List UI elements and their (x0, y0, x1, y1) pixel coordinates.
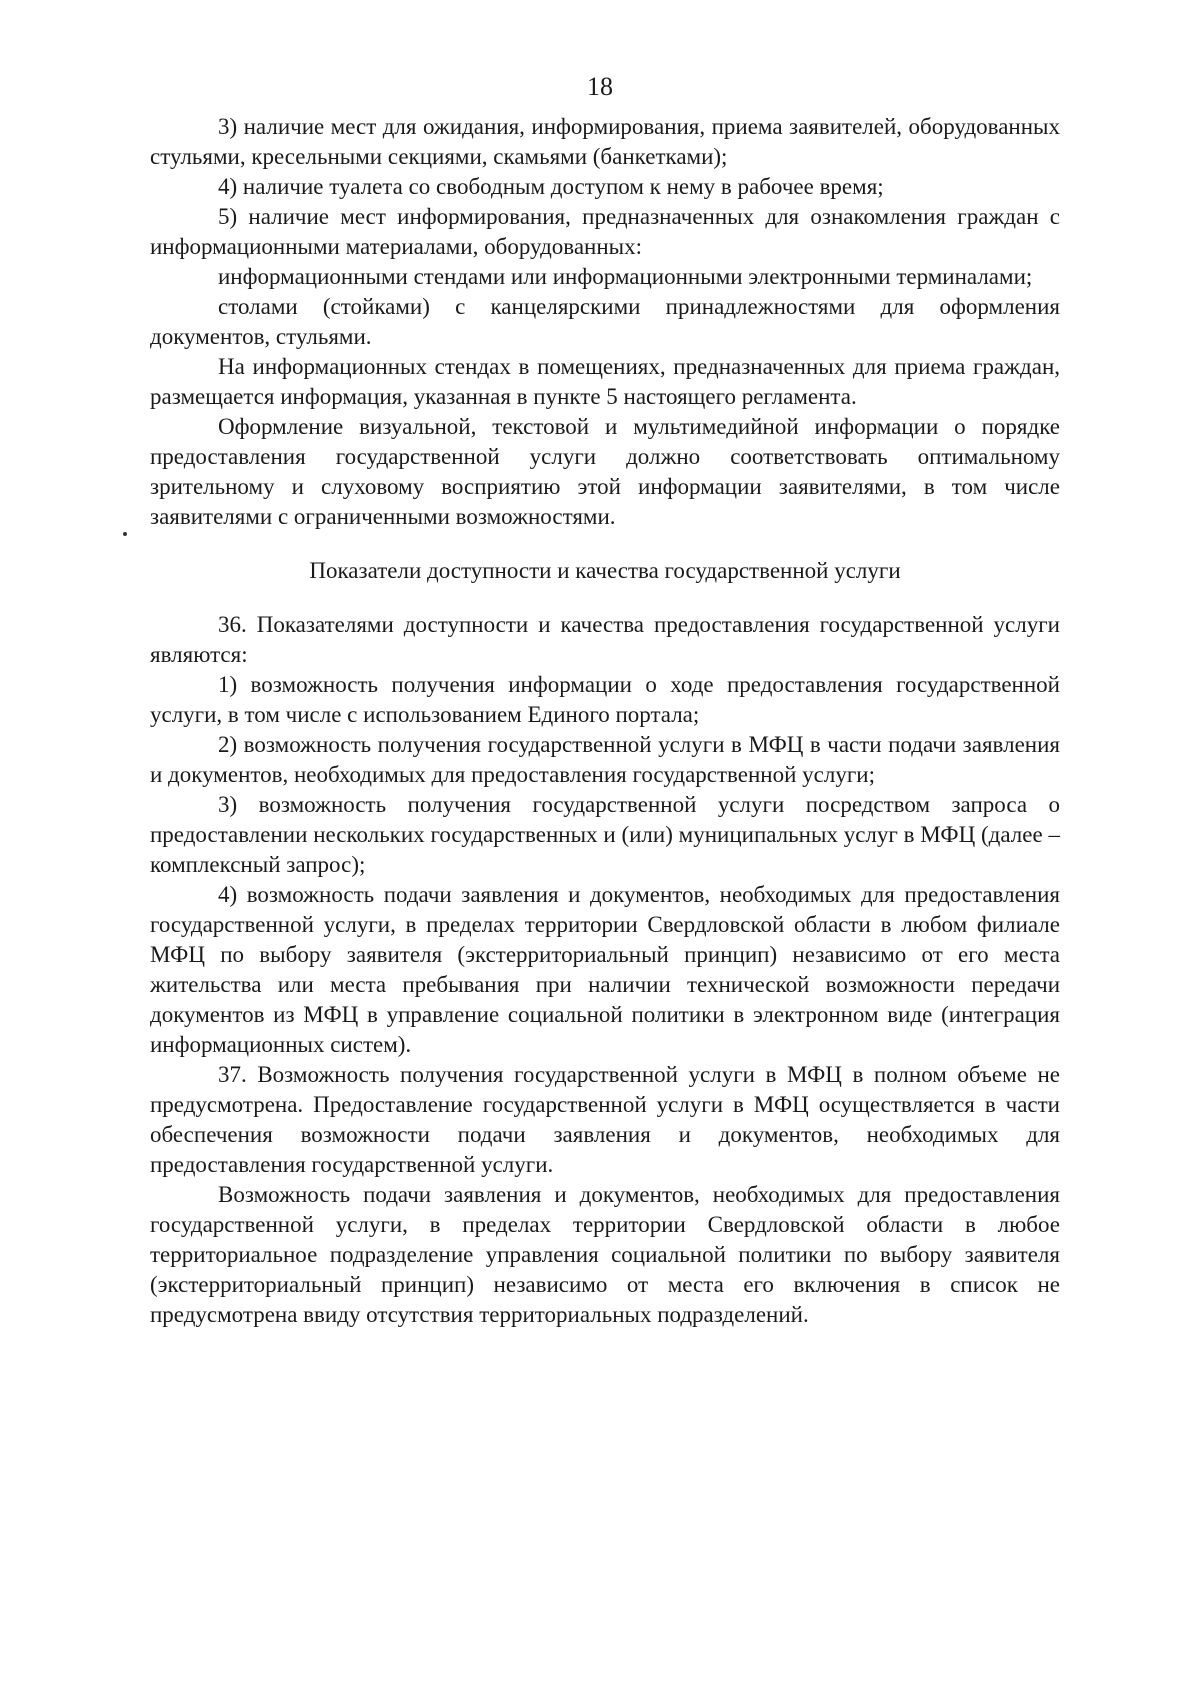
paragraph-stands-info: На информационных стендах в помещениях, предназначенных для приема граждан, размещается информация, указанная в пункте 5 настоящего регламента. (150, 354, 1060, 409)
paragraph-tables-stands: столами (стойками) с канцелярскими принадлежностями для оформления документов, стульями. (150, 294, 1060, 349)
paragraph-information-stands: информационными стендами или информационными электронными терминалами; (218, 264, 1033, 289)
scan-speck (123, 532, 127, 536)
section-heading: Показатели доступности и качества государственной услуги (309, 558, 901, 583)
paragraph-item-4-toilet: 4) наличие туалета со свободным доступом к нему в рабочее время; (218, 174, 884, 199)
paragraph-36-item-2: 2) возможность получения государственной услуги в МФЦ в части подачи заявления и документов, необходимых для предоставления государственной услуги; (150, 732, 1060, 787)
paragraph-information-design: Оформление визуальной, текстовой и мультимедийной информации о порядке предоставления государственной услуги должно соответствовать оптимальному зрительному и слуховому восприятию этой информации заявителями, в том числе заявителями с ограниченными возможностями. (150, 414, 1060, 529)
paragraph-36-item-1: 1) возможность получения информации о ходе предоставления государственной услуги, в том числе с использованием Единого портала; (150, 672, 1060, 727)
paragraph-extraterritorial: Возможность подачи заявления и документов, необходимых для предоставления государственной услуги, в пределах территории Свердловской области в любое территориальное подразделение управления социальной политики по выбору заявителя (экстерриториальный принцип) независимо от места его включения в список не предусмотрена ввиду отсутствия территориальных подразделений. (150, 1182, 1060, 1327)
page-number: 18 (587, 72, 613, 101)
paragraph-37-mfc: 37. Возможность получения государственной услуги в МФЦ в полном объеме не предусмотрена. Предоставление государственной услуги в МФЦ осуществляется в части обеспечения возможности подачи заявления и документов, необходимых для предоставления государственной услуги. (150, 1062, 1060, 1177)
paragraph-36-indicators: 36. Показателями доступности и качества предоставления государственной услуги являются: (150, 612, 1060, 667)
paragraph-36-item-3: 3) возможность получения государственной услуги посредством запроса о предоставлении нескольких государственных и (или) муниципальных услуг в МФЦ (далее – комплексный запрос); (150, 792, 1060, 877)
paragraph-item-3-waiting-places: 3) наличие мест для ожидания, информирования, приема заявителей, оборудованных стульями, кресельными секциями, скамьями (банкетками); (150, 114, 1060, 169)
paragraph-36-item-4: 4) возможность подачи заявления и документов, необходимых для предоставления государственной услуги, в пределах территории Свердловской области в любом филиале МФЦ по выбору заявителя (экстерриториальный принцип) независимо от его места жительства или места пребывания при наличии технической возможности передачи документов из МФЦ в управление социальной политики в электронном виде (интеграция информационных систем). (150, 882, 1060, 1057)
paragraph-item-5-information-places: 5) наличие мест информирования, предназначенных для ознакомления граждан с информационными материалами, оборудованных: (150, 204, 1060, 259)
document-body (150, 112, 1060, 1330)
